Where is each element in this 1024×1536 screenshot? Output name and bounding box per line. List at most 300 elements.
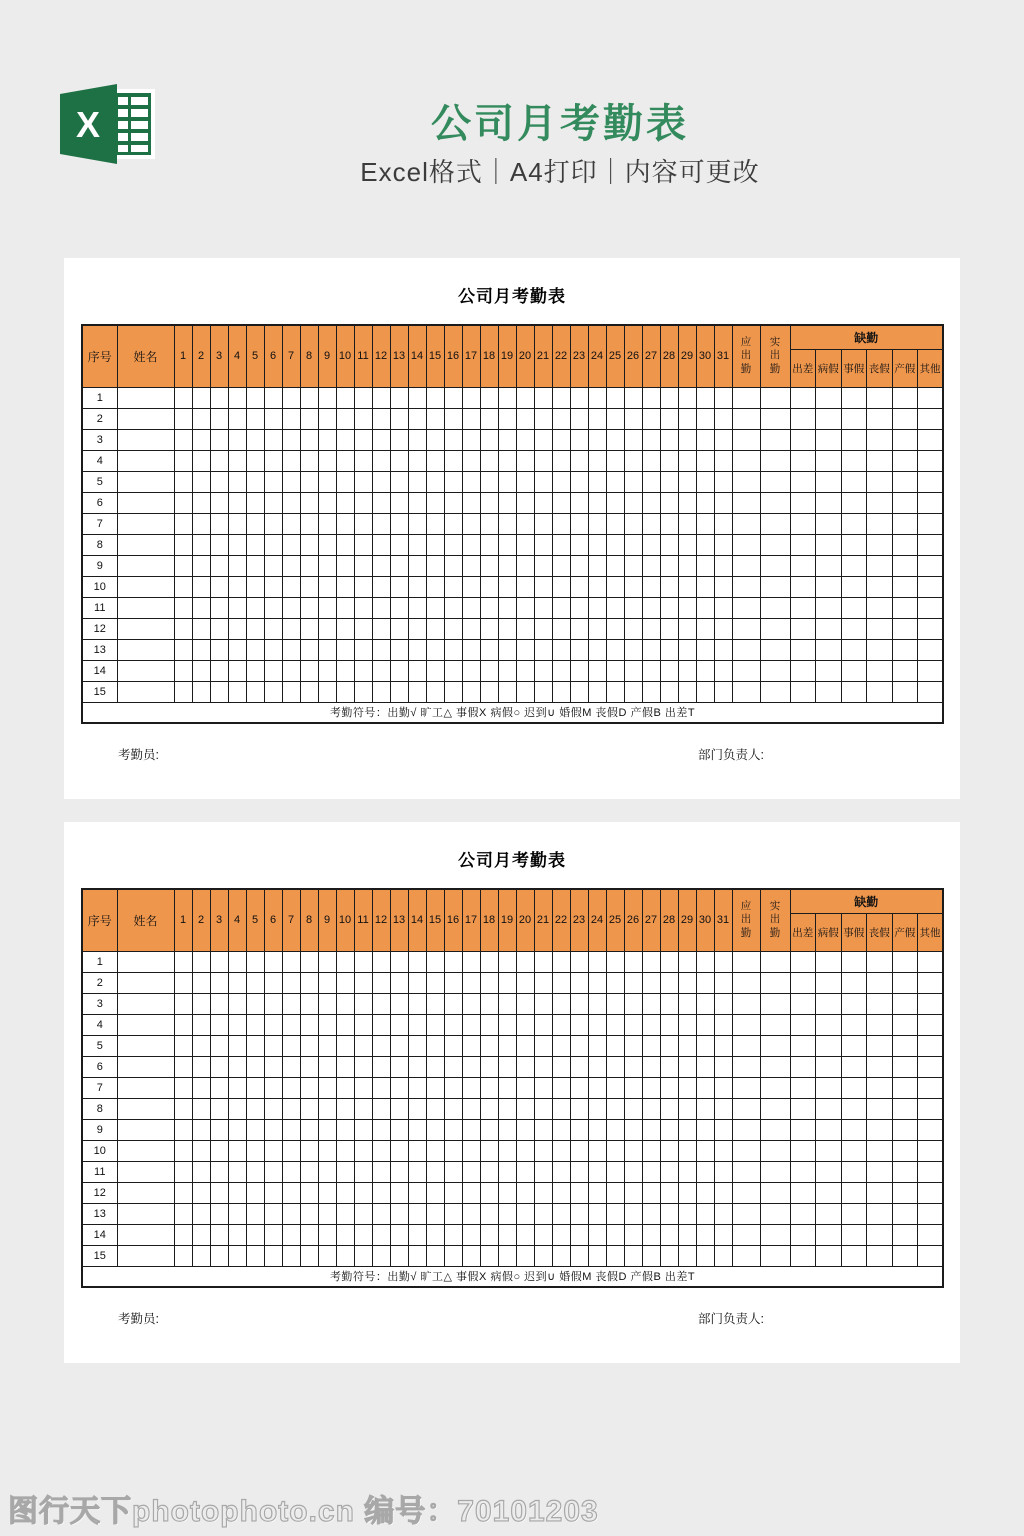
attendance-cell [606,429,624,450]
attendance-cell [300,513,318,534]
attendance-cell [174,408,192,429]
attendance-cell [498,993,516,1014]
attendance-cell [282,492,300,513]
attendance-row [82,660,943,681]
attendance-cell [246,450,264,471]
attendance-cell [816,951,842,972]
attendance-cell [696,387,714,408]
col-header-day: 24 [588,889,606,951]
attendance-cell [228,681,246,702]
attendance-cell [210,576,228,597]
attendance-cell [516,408,534,429]
attendance-cell [372,597,390,618]
attendance-cell [816,639,842,660]
col-header-day: 2 [192,325,210,387]
attendance-cell [918,993,944,1014]
attendance-cell [570,1245,588,1266]
attendance-cell [892,1035,918,1056]
attendance-cell [282,639,300,660]
attendance-cell [372,1014,390,1035]
row-index: 15 [82,681,117,702]
attendance-cell [516,951,534,972]
attendance-cell [117,492,174,513]
attendance-cell [841,681,867,702]
attendance-cell [552,1203,570,1224]
attendance-cell [117,555,174,576]
attendance-cell [318,1182,336,1203]
attendance-cell [444,513,462,534]
attendance-cell [588,681,606,702]
attendance-cell [498,576,516,597]
attendance-cell [210,1245,228,1266]
attendance-cell [732,993,760,1014]
attendance-cell [246,1056,264,1077]
attendance-cell [552,492,570,513]
row-index: 8 [82,1098,117,1119]
attendance-cell [841,1098,867,1119]
attendance-cell [534,597,552,618]
attendance-cell [408,1056,426,1077]
attendance-cell [714,555,732,576]
attendance-cell [462,660,480,681]
attendance-cell [480,1203,498,1224]
attendance-cell [228,387,246,408]
attendance-row [82,1119,943,1140]
attendance-cell [892,492,918,513]
attendance-cell [318,660,336,681]
attendance-cell [117,972,174,993]
attendance-cell [498,1056,516,1077]
col-header-day: 2 [192,889,210,951]
attendance-cell [372,1056,390,1077]
attendance-row [82,450,943,471]
attendance-cell [570,471,588,492]
col-header-absence-type: 丧假 [867,913,893,951]
attendance-cell [841,429,867,450]
attendance-cell [790,951,816,972]
attendance-cell [790,513,816,534]
attendance-cell [790,681,816,702]
col-header-day: 13 [390,889,408,951]
attendance-cell [516,1035,534,1056]
attendance-cell [816,660,842,681]
attendance-sheet-panel-2 [64,822,960,1363]
attendance-cell [318,1056,336,1077]
attendance-cell [210,429,228,450]
attendance-cell [790,972,816,993]
attendance-cell [534,1056,552,1077]
col-header-day: 21 [534,325,552,387]
attendance-cell [760,534,790,555]
attendance-cell [624,1119,642,1140]
attendance-cell [588,660,606,681]
attendance-cell [408,597,426,618]
attendance-cell [790,429,816,450]
attendance-cell [678,450,696,471]
attendance-cell [318,1161,336,1182]
attendance-cell [867,513,893,534]
attendance-cell [642,972,660,993]
attendance-cell [210,1161,228,1182]
attendance-cell [300,555,318,576]
attendance-cell [552,534,570,555]
attendance-cell [408,513,426,534]
attendance-cell [117,429,174,450]
attendance-cell [174,1035,192,1056]
attendance-cell [408,1245,426,1266]
attendance-cell [534,1245,552,1266]
attendance-cell [336,429,354,450]
col-header-absence-type: 出差 [790,913,816,951]
attendance-cell [462,951,480,972]
attendance-cell [480,1161,498,1182]
attendance-cell [192,429,210,450]
attendance-cell [372,576,390,597]
attendance-cell [426,618,444,639]
attendance-cell [318,639,336,660]
attendance-row [82,1140,943,1161]
attendance-cell [462,681,480,702]
attendance-cell [570,1224,588,1245]
attendance-cell [867,1014,893,1035]
attendance-cell [642,1056,660,1077]
attendance-cell [841,951,867,972]
attendance-cell [790,639,816,660]
attendance-cell [760,1077,790,1098]
attendance-cell [264,513,282,534]
attendance-cell [408,492,426,513]
attendance-cell [498,1014,516,1035]
attendance-cell [408,1098,426,1119]
attendance-cell [918,972,944,993]
attendance-cell [246,1182,264,1203]
attendance-cell [660,972,678,993]
attendance-cell [918,576,944,597]
row-index: 1 [82,951,117,972]
attendance-cell [354,1098,372,1119]
attendance-cell [816,1140,842,1161]
attendance-row [82,429,943,450]
attendance-cell [696,429,714,450]
attendance-cell [300,1035,318,1056]
attendance-cell [498,660,516,681]
attendance-cell [660,597,678,618]
col-header-index: 序号 [82,325,117,387]
attendance-cell [760,387,790,408]
attendance-cell [498,972,516,993]
attendance-cell [642,471,660,492]
attendance-cell [408,1140,426,1161]
col-header-absence-type: 产假 [892,349,918,387]
attendance-cell [570,1077,588,1098]
attendance-cell [918,1182,944,1203]
attendance-cell [462,1056,480,1077]
attendance-cell [318,492,336,513]
attendance-cell [462,1077,480,1098]
attendance-cell [480,639,498,660]
attendance-cell [282,513,300,534]
attendance-cell [300,639,318,660]
attendance-cell [678,471,696,492]
attendance-cell [714,1077,732,1098]
attendance-cell [462,618,480,639]
attendance-cell [498,1203,516,1224]
col-header-day: 16 [444,325,462,387]
attendance-cell [462,408,480,429]
attendance-cell [892,660,918,681]
attendance-cell [192,993,210,1014]
attendance-cell [588,1224,606,1245]
attendance-cell [372,1182,390,1203]
attendance-cell [714,1140,732,1161]
attendance-cell [282,597,300,618]
attendance-cell [444,993,462,1014]
attendance-cell [228,1077,246,1098]
attendance-cell [696,534,714,555]
attendance-row [82,1077,943,1098]
attendance-cell [790,534,816,555]
attendance-cell [624,639,642,660]
attendance-cell [354,951,372,972]
attendance-cell [660,1203,678,1224]
attendance-cell [426,471,444,492]
attendance-cell [678,1119,696,1140]
attendance-cell [228,1224,246,1245]
attendance-cell [660,618,678,639]
attendance-cell [714,576,732,597]
attendance-cell [282,993,300,1014]
attendance-cell [678,555,696,576]
col-header-day: 21 [534,889,552,951]
attendance-cell [498,618,516,639]
attendance-row [82,972,943,993]
attendance-cell [426,1119,444,1140]
attendance-cell [192,1056,210,1077]
attendance-cell [624,471,642,492]
attendance-cell [660,429,678,450]
attendance-cell [918,660,944,681]
attendance-cell [117,681,174,702]
attendance-cell [444,492,462,513]
attendance-cell [534,660,552,681]
attendance-cell [918,1014,944,1035]
attendance-cell [642,1245,660,1266]
attendance-cell [282,1119,300,1140]
attendance-cell [300,1245,318,1266]
attendance-cell [714,1119,732,1140]
attendance-cell [892,576,918,597]
attendance-cell [867,1077,893,1098]
row-index: 13 [82,639,117,660]
attendance-cell [264,1140,282,1161]
attendance-cell [174,660,192,681]
attendance-cell [732,1098,760,1119]
row-index: 5 [82,1035,117,1056]
attendance-cell [816,471,842,492]
attendance-cell [790,1203,816,1224]
attendance-cell [336,1161,354,1182]
attendance-cell [570,972,588,993]
attendance-cell [606,1077,624,1098]
attendance-cell [570,492,588,513]
attendance-cell [732,1161,760,1182]
attendance-cell [246,534,264,555]
attendance-cell [300,1014,318,1035]
col-header-day: 7 [282,325,300,387]
attendance-cell [390,1077,408,1098]
attendance-cell [552,429,570,450]
attendance-cell [606,1224,624,1245]
row-index: 6 [82,492,117,513]
attendance-cell [624,660,642,681]
attendance-cell [408,618,426,639]
attendance-cell [444,639,462,660]
attendance-cell [228,1014,246,1035]
attendance-cell [588,450,606,471]
attendance-cell [678,972,696,993]
attendance-cell [606,1182,624,1203]
attendance-cell [444,1119,462,1140]
col-header-day: 14 [408,889,426,951]
attendance-cell [354,1014,372,1035]
attendance-cell [642,951,660,972]
attendance-cell [246,1098,264,1119]
attendance-cell [732,429,760,450]
attendance-cell [588,1161,606,1182]
attendance-cell [816,1182,842,1203]
attendance-cell [318,555,336,576]
attendance-cell [300,576,318,597]
col-header-day: 14 [408,325,426,387]
attendance-cell [318,681,336,702]
attendance-cell [732,513,760,534]
attendance-row [82,1014,943,1035]
attendance-cell [354,387,372,408]
attendance-cell [498,1182,516,1203]
col-header-day: 13 [390,325,408,387]
attendance-cell [444,534,462,555]
attendance-cell [174,1098,192,1119]
attendance-cell [228,555,246,576]
attendance-cell [390,471,408,492]
attendance-cell [816,1119,842,1140]
attendance-cell [480,555,498,576]
attendance-cell [588,429,606,450]
attendance-cell [282,1245,300,1266]
attendance-cell [498,492,516,513]
attendance-cell [372,639,390,660]
attendance-cell [444,1056,462,1077]
attendance-cell [816,1224,842,1245]
attendance-cell [678,1098,696,1119]
attendance-cell [841,1224,867,1245]
attendance-cell [498,681,516,702]
attendance-cell [660,1014,678,1035]
attendance-cell [760,639,790,660]
legend-text: 考勤符号：出勤√ 旷工△ 事假X 病假○ 迟到∪ 婚假M 丧假D 产假B 出差T [82,702,943,723]
attendance-cell [732,1182,760,1203]
attendance-cell [192,555,210,576]
attendance-cell [408,387,426,408]
attendance-cell [918,1245,944,1266]
attendance-cell [918,450,944,471]
attendance-cell [174,534,192,555]
attendance-cell [570,597,588,618]
attendance-cell [790,1014,816,1035]
attendance-cell [246,660,264,681]
attendance-row [82,1203,943,1224]
attendance-cell [714,408,732,429]
attendance-cell [624,429,642,450]
attendance-cell [498,429,516,450]
col-header-day: 29 [678,325,696,387]
attendance-cell [264,972,282,993]
attendance-cell [336,618,354,639]
attendance-cell [760,1161,790,1182]
attendance-cell [444,450,462,471]
attendance-cell [867,1161,893,1182]
attendance-cell [336,534,354,555]
attendance-cell [318,429,336,450]
attendance-cell [624,972,642,993]
attendance-cell [516,1203,534,1224]
attendance-cell [678,1077,696,1098]
attendance-cell [588,1119,606,1140]
attendance-cell [174,555,192,576]
attendance-cell [660,1119,678,1140]
attendance-cell [732,681,760,702]
col-header-expected-attendance: 应 出 勤 [732,889,760,951]
attendance-cell [192,972,210,993]
attendance-cell [390,555,408,576]
attendance-cell [867,534,893,555]
col-header-day: 19 [498,889,516,951]
attendance-cell [552,1224,570,1245]
attendance-cell [624,618,642,639]
col-header-absence-type: 其他 [918,913,944,951]
attendance-row [82,951,943,972]
attendance-cell [790,492,816,513]
attendance-cell [426,534,444,555]
attendance-cell [918,1056,944,1077]
attendance-cell [790,1140,816,1161]
attendance-cell [318,1098,336,1119]
attendance-cell [228,1161,246,1182]
attendance-cell [354,1245,372,1266]
attendance-row [82,387,943,408]
attendance-cell [480,1119,498,1140]
attendance-cell [816,408,842,429]
attendance-cell [790,660,816,681]
attendance-cell [228,1056,246,1077]
attendance-cell [210,1224,228,1245]
attendance-cell [516,1056,534,1077]
attendance-cell [516,1098,534,1119]
attendance-cell [174,1140,192,1161]
attendance-cell [841,450,867,471]
attendance-cell [534,429,552,450]
attendance-cell [790,597,816,618]
attendance-cell [282,387,300,408]
attendance-cell [210,1014,228,1035]
attendance-cell [678,387,696,408]
attendance-cell [534,408,552,429]
attendance-cell [192,471,210,492]
attendance-cell [588,492,606,513]
attendance-cell [552,951,570,972]
clerk-label: 考勤员: [118,1312,159,1326]
attendance-cell [867,681,893,702]
